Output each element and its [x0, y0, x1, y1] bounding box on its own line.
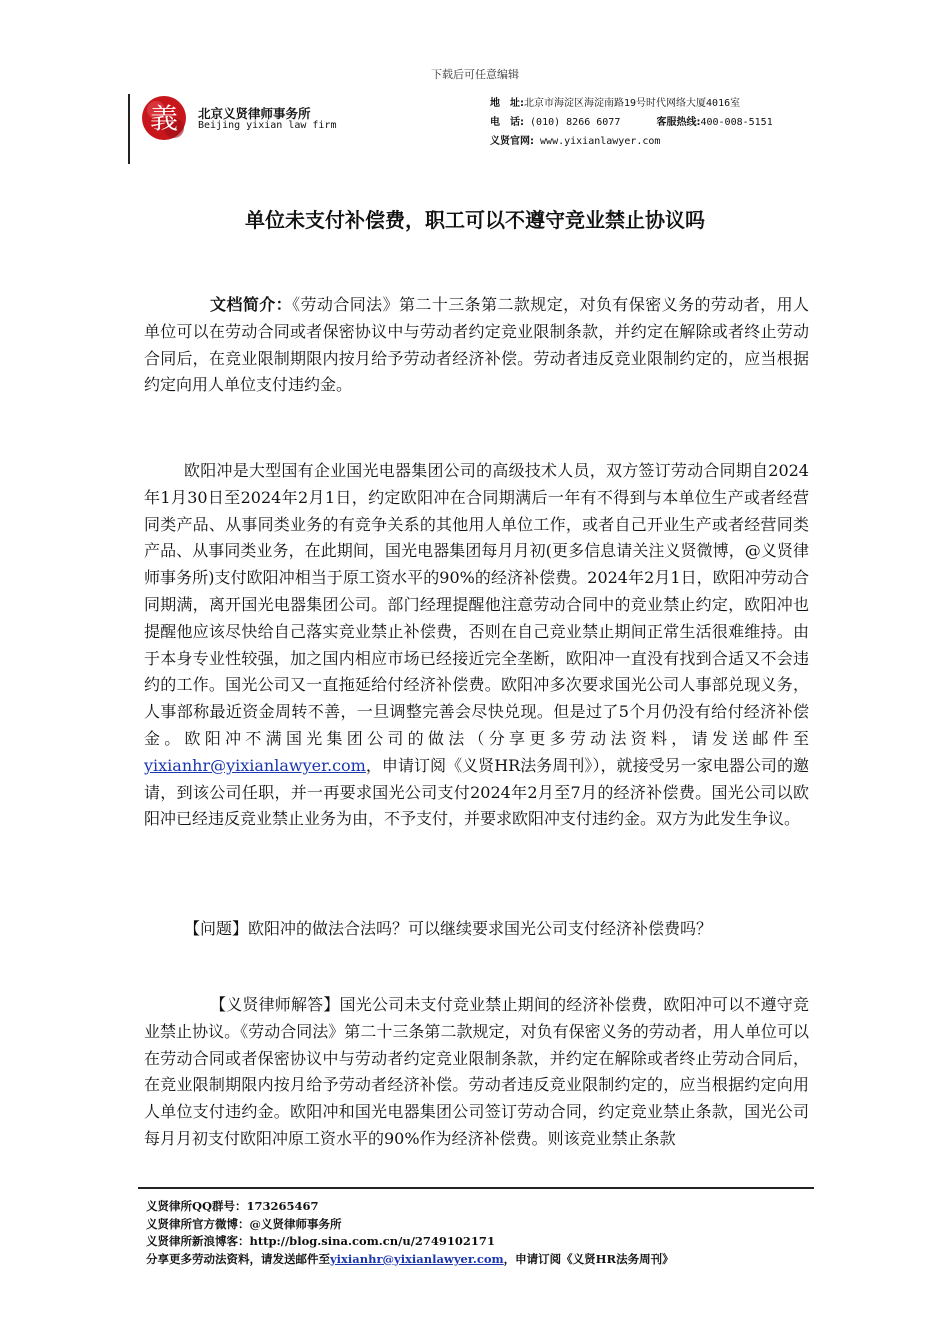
footer-share-suffix: ，申请订阅《义贤HR法务周刊》 — [503, 1251, 674, 1266]
header-divider — [128, 94, 130, 164]
firm-name-cn: 北京义贤律师事务所 — [198, 106, 311, 121]
footer-share-prefix: 分享更多劳动法资料，请发送邮件至 — [146, 1251, 330, 1266]
intro-paragraph — [144, 292, 809, 399]
website-row — [490, 132, 773, 151]
phone-row — [490, 113, 773, 132]
phone-value: (010) 8266 6077 — [530, 117, 621, 128]
footer-email-link[interactable]: yixianhr@yixianlawyer.com — [330, 1251, 504, 1266]
website-label: 义贤官网: — [490, 136, 534, 147]
footer-divider — [138, 1187, 814, 1189]
logo-glyph: 義 — [149, 102, 179, 135]
address-row — [490, 94, 773, 113]
case-text-part2: ，申请订阅《义贤HR法务周刊》），就接受另一家电器公司的邀请，到该公司任职，并一再要求国光公司支付2024年2月至7月的经济补偿费。国光公司以欧阳冲已经违反竞业禁止业务为由，不予支付，并要求欧阳冲支付违约金。双方为此发生争议。 — [144, 755, 809, 829]
phone-label: 电 话: — [490, 117, 524, 128]
footer-share — [146, 1251, 674, 1269]
footer-weibo: 义贤律所官方微博：@义贤律师事务所 — [146, 1216, 342, 1231]
address-value: 北京市海淀区海淀南路19号时代网络大厦4016室 — [524, 98, 741, 109]
page-title: 单位未支付补偿费，职工可以不遵守竞业禁止协议吗 — [245, 208, 705, 232]
answer-paragraph: 【义贤律师解答】国光公司未支付竞业禁止期间的经济补偿费，欧阳冲可以不遵守竞业禁止协议。《劳动合同法》第二十三条第二款规定，对负有保密义务的劳动者，用人单位可以在劳动合同或者保密协议中与劳动者约定竞业限制条款，并约定在解除或者终止劳动合同后，在竞业限制期限内按月给予劳动者经济补偿。劳动者违反竞业限制约定的，应当根据约定向用人单位支付违约金。欧阳冲和国光电器集团公司签订劳动合同，约定竞业禁止条款，国光公司每月月初支付欧阳冲原工资水平的90%作为经济补偿费。则该竞业禁止条款 — [144, 995, 809, 1148]
footer-qq: 义贤律所QQ群号：173265467 — [146, 1199, 319, 1213]
firm-logo-seal — [138, 90, 190, 146]
website-value: www.yixianlawyer.com — [540, 136, 661, 147]
question-paragraph: 【问题】欧阳冲的做法合法吗？可以继续要求国光公司支付经济补偿费吗？ — [184, 919, 713, 938]
footer — [146, 1198, 674, 1268]
address-label: 地 址: — [490, 98, 524, 109]
top-note: 下载后可任意编辑 — [431, 68, 519, 81]
firm-name-en: Beijing yixian law firm — [198, 120, 337, 131]
case-text-part1: 欧阳冲是大型国有企业国光电器集团公司的高级技术人员，双方签订劳动合同期自2024年1月30日至2024年2月1日，约定欧阳冲在合同期满后一年有不得到与本单位生产或者经营同类产品、从事同类业务的有竞争关系的其他用人单位工作，或者自己开业生产或者经营同类产品、从事同类业务，在此期间，国光电器集团每月月初(更多信息请关注义贤微博，@义贤律师事务所)支付欧阳冲相当于原工资水平的90%的经济补偿费。2024年2月1日，欧阳冲劳动合同期满，离开国光电器集团公司。部门经理提醒他注意劳动合同中的竞业禁止约定，欧阳冲也提醒他应该尽快给自己落实竞业禁止补偿费，否则在自己竞业禁止期间正常生活很难维持。由于本身专业性较强，加之国内相应市场已经接近完全垄断，欧阳冲一直没有找到合适又不会违约的工作。国光公司又一直拖延给付经济补偿费。欧阳冲多次要求国光公司人事部兑现义务，人事部称最近资金周转不善，一旦调整完善会尽快兑现。但是过了5个月仍没有给付经济补偿金。欧阳冲不满国光集团公司的做法（分享更多劳动法资料，请发送邮件至 — [144, 461, 809, 748]
footer-blog: 义贤律所新浪博客：http://blog.sina.com.cn/u/2749102171 — [146, 1234, 495, 1248]
hotline-value: 400-008-5151 — [700, 117, 773, 128]
intro-lead: 文档简介： — [210, 295, 293, 314]
letterhead — [128, 88, 808, 168]
case-email-link[interactable]: yixianhr@yixianlawyer.com — [144, 755, 366, 775]
contact-block — [490, 94, 773, 151]
intro-text: 《劳动合同法》第二十三条第二款规定，对负有保密义务的劳动者，用人单位可以在劳动合同或者保密协议中与劳动者约定竞业限制条款，并约定在解除或者终止劳动合同后，在竞业限制期限内按月给予劳动者经济补偿。劳动者违反竞业限制约定的，应当根据约定向用人单位支付违约金。 — [144, 295, 809, 395]
case-paragraph — [144, 458, 809, 833]
hotline-label: 客服热线: — [656, 117, 701, 128]
